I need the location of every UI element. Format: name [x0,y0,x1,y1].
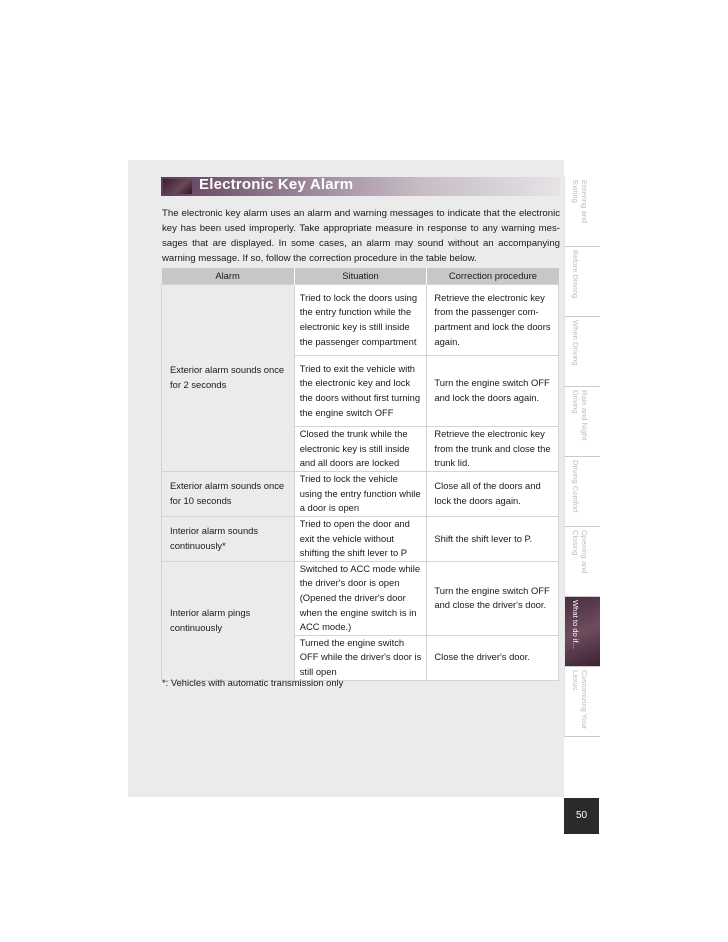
correction-cell: Turn the engine switch OFF and close the driver's door. [427,561,559,635]
table-header-row [162,268,559,285]
situation-cell: Turned the engine switch OFF while the driver's door is still open [294,635,427,680]
chapter-tabs [564,177,600,737]
chapter-tab-label: Before Driving [571,250,580,299]
chapter-tab-label: Opening and Closing [571,530,589,574]
chapter-tab-entering-exiting[interactable] [564,177,600,247]
table-row [162,472,559,517]
chapter-tab-customizing[interactable] [564,667,600,737]
correction-cell: Shift the shift lever to P. [427,517,559,562]
situation-cell: Tried to open the door and exit the vehicle without shifting the shift lever to P [294,517,427,562]
chapter-tab-driving-comfort[interactable] [564,457,600,527]
chapter-tab-rain-night-driving[interactable] [564,387,600,457]
title-swatch-icon [163,179,192,194]
column-header-correction: Correction procedure [427,268,559,285]
chapter-tab-label: Rain and Night Driving [571,390,589,441]
correction-cell: Retrieve the electronic key from the trunk and close the trunk lid. [427,427,559,472]
column-header-alarm: Alarm [162,268,295,285]
situation-cell: Tried to lock the vehicle using the entry function while a door is open [294,472,427,517]
alarm-cell: Interior alarm sounds continuously* [162,517,295,562]
alarm-cell: Interior alarm pings continuously [162,561,295,680]
correction-cell: Turn the engine switch OFF and lock the doors again. [427,356,559,427]
situation-cell: Switched to ACC mode while the driver's door is open (Opened the driver's door when the engine switch is in ACC mode.) [294,561,427,635]
alarm-table [161,268,559,681]
chapter-tab-label: What to do if... [571,600,580,649]
table-row [162,561,559,635]
correction-cell: Close the driver's door. [427,635,559,680]
correction-cell: Close all of the doors and lock the doors again. [427,472,559,517]
chapter-tab-when-driving[interactable] [564,317,600,387]
chapter-tab-what-to-do-if[interactable] [564,597,600,667]
alarm-cell: Exterior alarm sounds once for 10 seconds [162,472,295,517]
situation-cell: Tried to lock the doors using the entry function while the electronic key is still inside the passenger compartment [294,285,427,356]
chapter-tab-opening-closing[interactable] [564,527,600,597]
situation-cell: Closed the trunk while the electronic key is still inside and all doors are locked [294,427,427,472]
chapter-tab-before-driving[interactable] [564,247,600,317]
page-number: 50 [564,798,599,834]
alarm-cell: Exterior alarm sounds once for 2 seconds [162,285,295,472]
column-header-situation: Situation [294,268,427,285]
footnote: *: Vehicles with automatic transmission only [162,677,344,688]
table-row [162,517,559,562]
chapter-tab-label: Driving Comfort [571,460,580,513]
intro-paragraph: The electronic key alarm uses an alarm and warning messages to indicate that the electronic key has been used improperly. Take appropriate measure in response to any warning mes-sages that are displayed. In some cases, an alarm may sound without an accompanying warning message. If so, follow the correction procedure in the table below. [162,208,560,264]
section-title: Electronic Key Alarm [199,176,354,193]
chapter-tab-label: Customizing Your Lexus [571,670,589,730]
chapter-tab-label: Entering and Exiting [571,180,589,224]
situation-cell: Tried to exit the vehicle with the electronic key and lock the doors without first turning the engine switch OFF [294,356,427,427]
chapter-tab-label: When Driving [571,320,580,366]
table-row [162,285,559,356]
correction-cell: Retrieve the electronic key from the passenger com-partment and lock the doors again. [427,285,559,356]
